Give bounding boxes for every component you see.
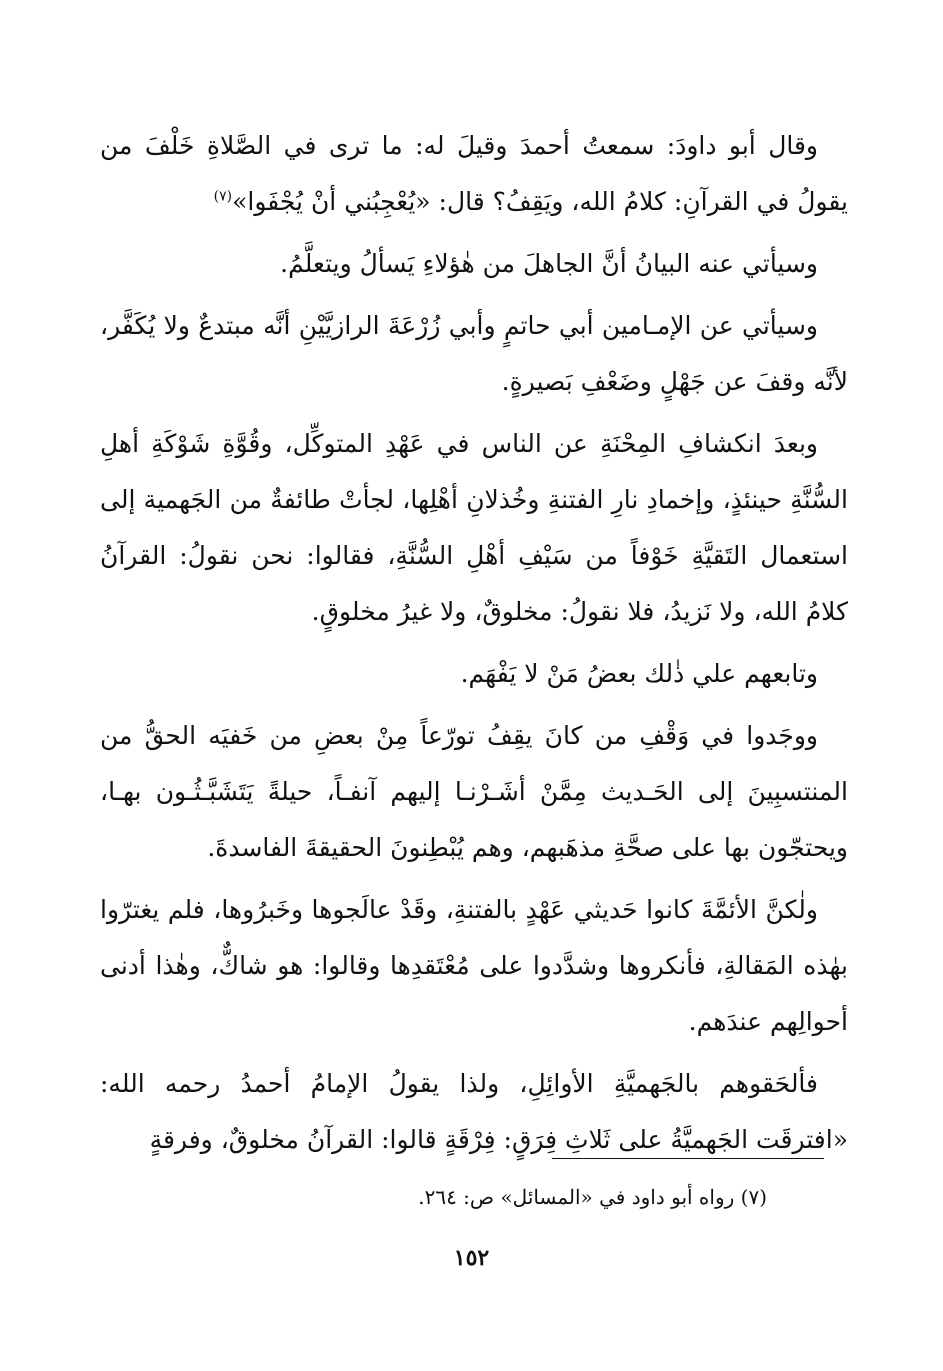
paragraph-8: فألحَقوهم بالجَهميَّةِ الأوائِلِ، ولذا يقولُ الإمامُ أحمدُ رحمه الله: «افترقَت الجَهميَّةُ على ثَلاثِ فِرَقٍ: فِرْقَةٍ قالوا: القرآنُ مخلوقٌ، وفرقةٍ: [100, 1069, 848, 1154]
paragraph-5: وتابعهم علي ذٰلك بعضُ مَنْ لا يَفْهَم.: [460, 659, 818, 688]
paragraph-2: وسيأتي عنه البيانُ أنَّ الجاهلَ من هٰؤلاءِ يَسألُ ويتعلَّمُ.: [280, 249, 818, 278]
paragraph-1-text: وقال أبو داودَ: سمعتُ أحمدَ وقيلَ له: ما ترى في الصَّلاةِ خَلْفَ من يقولُ في القرآنِ: كلامُ الله، ويَقِفُ؟ قال: «يُعْجِبُني أنْ يُجْفَوا»: [100, 131, 848, 216]
footnote-text: (٧) رواه أبو داود في «المسائل» ص: ٢٦٤.: [418, 1185, 767, 1209]
paragraph-3: وسيأتي عن الإمـامين أبي حاتمٍ وأبي زُرْعَةَ الرازيَّيْنِ أنَّه مبتدعٌ ولا يُكَفَّر، لأنَّه وقفَ عن جَهْلٍ وضَعْفِ بَصيرةٍ.: [100, 311, 848, 396]
main-text: [100, 118, 848, 1168]
paragraph-7: ولٰكنَّ الأئمَّةَ كانوا حَديثي عَهْدٍ بالفتنةِ، وقَدْ عالَجوها وخَبرُوها، فلم يغترّوا بهٰذه المَقالةِ، فأنكروها وشدَّدوا على مُعْتَقدِها وقالوا: هو شاكٌّ، وهٰذا أدنى أحوالِهم عندَهم.: [100, 895, 848, 1036]
footnote-marker: (٧): [213, 188, 233, 205]
page-number: ١٥٢: [453, 1245, 490, 1271]
paragraph-1: [100, 118, 848, 230]
footnote-divider: [552, 1158, 824, 1159]
paragraph-4: وبعدَ انكشافِ المِحْنَةِ عن الناس في عَهْدِ المتوكِّل، وقُوَّةِ شَوْكَةِ أهلِ السُّنَّةِ حينئذٍ، وإخمادِ نارِ الفتنةِ وخُذلانِ أهْلِها، لجأتْ طائفةٌ من الجَهمية إلى استعمال التَقيَّةِ خَوْفاً من سَيْفِ أهْلِ السُّنَّةِ، فقالوا: نحن نقولُ: القرآنُ كلامُ الله، ولا نَزيدُ، فلا نقولُ: مخلوقٌ، ولا غيرُ مخلوقٍ.: [100, 429, 848, 626]
paragraph-6: ووجَدوا في وَقْفِ من كانَ يقِفُ تورّعاً مِنْ بعضِ من خَفيَه الحقُّ من المنتسبِينَ إلى الحَـديث مِمَّنْ أشَـرْنـا إليهم آنفـاً، حيلةً يَتَشَبَّـثُـون بهـا، ويحتجّون بها على صحَّةِ مذهَبهم، وهم يُبْطِنونَ الحقيقةَ الفاسدةَ.: [100, 721, 848, 862]
